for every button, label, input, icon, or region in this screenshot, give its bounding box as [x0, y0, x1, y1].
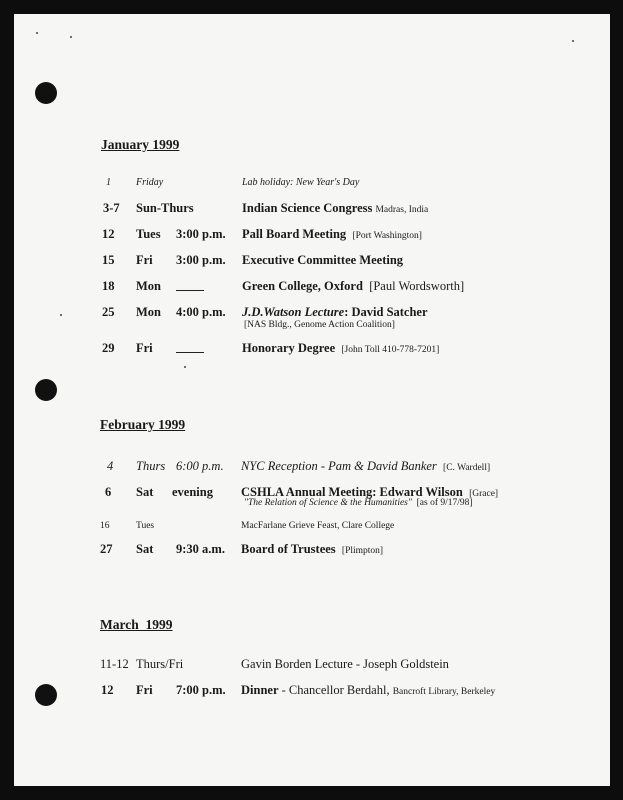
event-title-text: NYC Reception - Pam & David Banker	[241, 459, 437, 473]
speck	[184, 366, 186, 368]
event-day: 1	[106, 177, 111, 188]
event-time: 6:00 p.m.	[176, 459, 224, 473]
event-time: evening	[172, 485, 213, 499]
event-weekday: Friday	[136, 177, 164, 188]
event-note: [C. Wardell]	[443, 463, 491, 473]
event-title-text: Pall Board Meeting	[242, 227, 347, 241]
punch-hole-middle	[35, 379, 57, 401]
event-weekday: Fri	[136, 341, 153, 355]
event-day: 27	[100, 542, 113, 556]
event-note: [Plimpton]	[341, 546, 384, 556]
event-title-rest: - Chancellor Berdahl,	[278, 683, 393, 697]
event-day: 18	[102, 279, 115, 293]
event-weekday: Mon	[136, 305, 161, 319]
event-note: Madras, India	[375, 205, 429, 215]
event-title-text: Dinner	[241, 683, 279, 697]
event-day: 29	[102, 341, 115, 355]
punch-hole-top	[35, 82, 57, 104]
event-weekday: Tues	[136, 227, 161, 241]
month-heading-march: March 1999	[100, 617, 173, 632]
speck	[70, 36, 72, 38]
event-day: 11-12	[100, 657, 129, 671]
event-title: Gavin Borden Lecture - Joseph Goldstein	[241, 657, 449, 671]
event-note: [John Toll 410-778-7201]	[341, 345, 440, 355]
event-weekday: Sun-Thurs	[136, 201, 194, 215]
event-subnote-text: [as of 9/17/98]	[416, 498, 473, 508]
event-day: 4	[107, 459, 114, 473]
event-title	[241, 683, 495, 698]
event-subnote	[244, 498, 473, 508]
month-heading-february: February 1999	[100, 417, 186, 432]
event-weekday: Thurs/Fri	[136, 657, 184, 671]
event-time: 9:30 a.m.	[176, 542, 225, 556]
event-title: Lab holiday: New Year's Day	[242, 177, 360, 188]
speck	[36, 32, 38, 34]
event-day: 25	[102, 305, 115, 319]
event-title	[242, 201, 428, 216]
event-note: [Paul Wordsworth]	[369, 279, 465, 293]
event-weekday: Fri	[136, 253, 153, 267]
event-title	[242, 341, 439, 356]
event-weekday: Thurs	[136, 459, 166, 473]
event-title: Executive Committee Meeting	[242, 253, 404, 267]
event-title	[241, 459, 490, 474]
event-weekday: Tues	[136, 521, 155, 531]
event-note: Bancroft Library, Berkeley	[392, 687, 496, 697]
event-title: MacFarlane Grieve Feast, Clare College	[241, 521, 395, 531]
event-subnote-italic: "The Relation of Science & the Humanities"	[244, 498, 412, 508]
event-day: 16	[100, 521, 110, 531]
event-title-italic: J.D.Watson Lecture	[242, 305, 345, 319]
speck	[60, 314, 62, 316]
event-title-text: Green College, Oxford	[242, 279, 363, 293]
event-title	[241, 542, 383, 557]
event-day: 15	[102, 253, 115, 267]
event-weekday: Mon	[136, 279, 161, 293]
event-day: 6	[105, 485, 112, 499]
event-title	[242, 305, 428, 320]
event-note: [Port Washington]	[352, 231, 422, 241]
event-day: 12	[101, 683, 114, 697]
event-weekday: Sat	[136, 485, 154, 499]
event-weekday: Fri	[136, 683, 153, 697]
time-blank-line	[176, 352, 204, 353]
event-day: 12	[102, 227, 115, 241]
event-title	[242, 279, 464, 294]
time-blank-line	[176, 290, 204, 291]
event-day: 3-7	[103, 201, 120, 215]
punch-hole-bottom	[35, 684, 57, 706]
event-title	[242, 227, 422, 242]
event-title-text: CSHLA Annual Meeting: Edward Wilson	[241, 485, 463, 499]
event-subnote: [NAS Bldg., Genome Action Coalition]	[244, 320, 395, 330]
speck	[572, 40, 574, 42]
event-title-text: Honorary Degree	[242, 341, 336, 355]
event-time: 7:00 p.m.	[176, 683, 226, 697]
event-title-text: Board of Trustees	[241, 542, 336, 556]
event-note: [Grace]	[469, 489, 499, 499]
event-time: 3:00 p.m.	[176, 253, 226, 267]
event-title-text: : David Satcher	[344, 305, 428, 319]
event-title-text: Indian Science Congress	[242, 201, 373, 215]
event-time: 3:00 p.m.	[176, 227, 226, 241]
event-weekday: Sat	[136, 542, 154, 556]
month-heading-january: January 1999	[101, 137, 180, 152]
event-time: 4:00 p.m.	[176, 305, 226, 319]
